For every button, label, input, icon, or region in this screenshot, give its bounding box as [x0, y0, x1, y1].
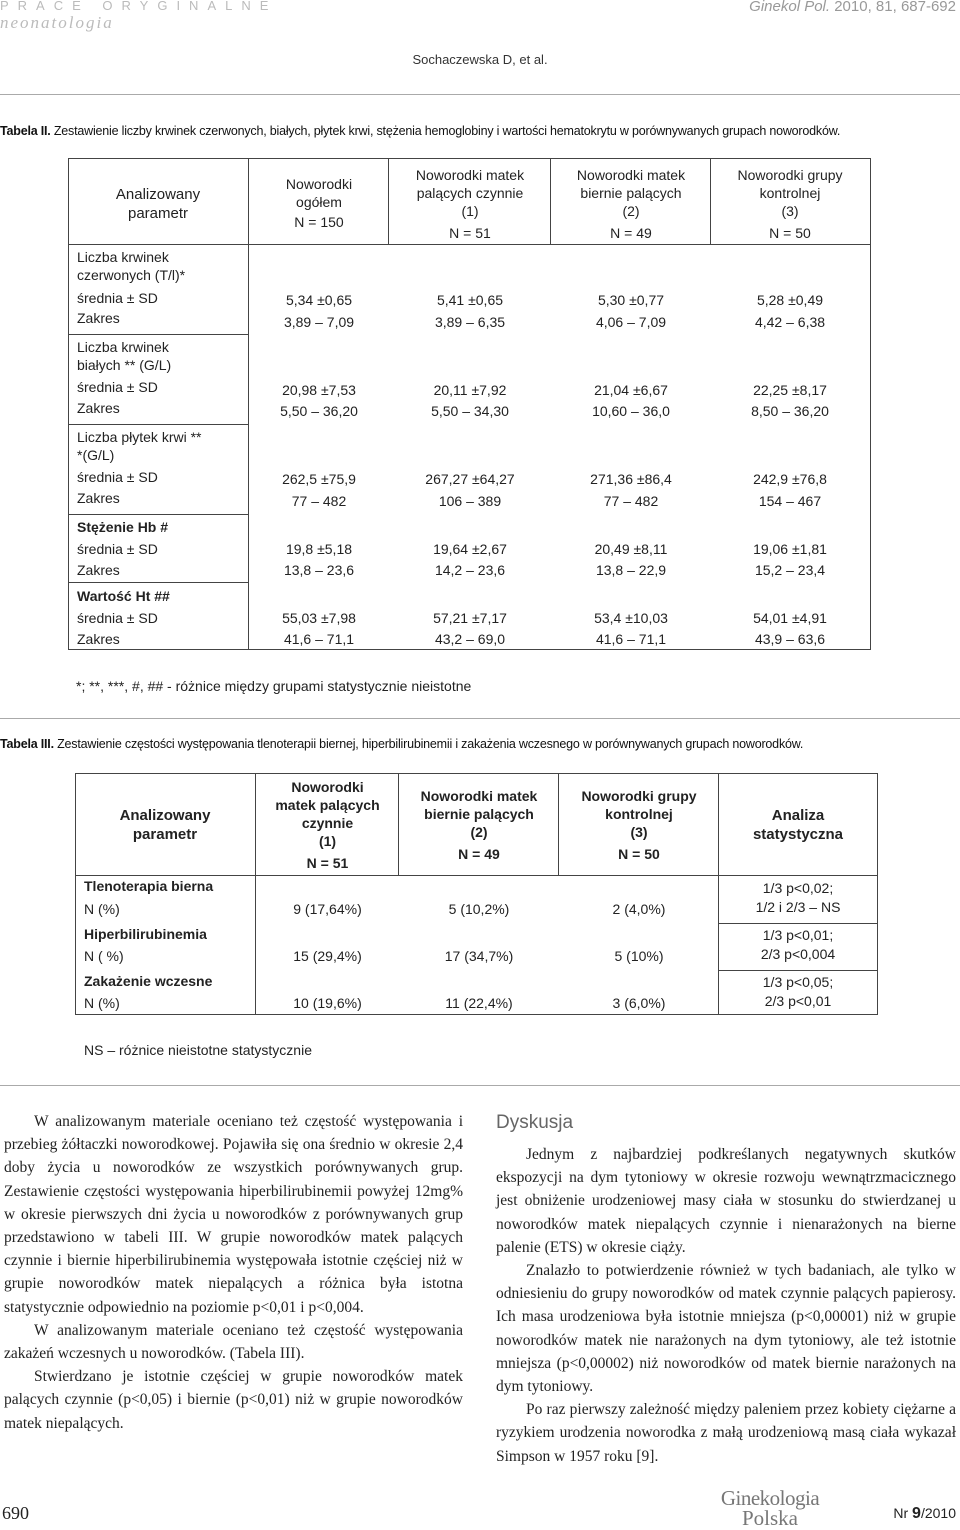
header-line: czynnie [301, 815, 354, 831]
header-line: (3) [781, 203, 799, 219]
table2-cell: 43,2 – 69,0 [434, 631, 506, 647]
section-rule [0, 718, 960, 719]
header-line: Noworodki [285, 176, 353, 192]
table3-cell: 5 (10,2%) [448, 901, 510, 917]
logo-line: Ginekologia [720, 1486, 820, 1510]
header-line: Noworodki matek [576, 167, 686, 183]
header-line: Noworodki grupy [581, 788, 697, 804]
table2-group-title: Wartość Ht ## [77, 588, 170, 604]
header-line: Analizowany [115, 186, 201, 203]
section-rule [0, 1085, 960, 1086]
table2-cell: 55,03 ±7,98 [282, 610, 356, 626]
running-authors: Sochaczewska D, et al. [412, 52, 548, 67]
header-line: Analizowany [119, 807, 211, 824]
table2-range-label: Zakres [77, 631, 120, 647]
table2-cell: 4,06 – 7,09 [595, 314, 667, 330]
table2-cell: 4,42 – 6,38 [754, 314, 826, 330]
table2-col-header-total [250, 175, 388, 231]
table2-cell: 19,64 ±2,67 [433, 541, 507, 557]
paragraph: Jednym z najbardziej podkreślanych negatywnych skutków ekspozycji na dym tytoniowy w okresie rozwoju wewnątrzmacicznego jest obniżenie urodzeniowej masy ciała w stosunku do stwierdzanej u noworodków matek niepalących czynnie i nienarażonych na bierne palenie (ETS) w okresie ciąży. [496, 1146, 956, 1256]
table2-mean-label: średnia ± SD [77, 290, 158, 306]
table2-mean-label: średnia ± SD [77, 610, 158, 626]
issue-number-value: 9 [912, 1505, 921, 1522]
table3-analysis: 1/2 i 2/3 – NS [755, 899, 841, 915]
table3-analysis: 1/3 p<0,02; [762, 880, 834, 896]
table2-row-rule [68, 334, 249, 335]
header-n: N = 49 [610, 225, 652, 241]
table2-cell: 15,2 – 23,4 [754, 562, 826, 578]
table2-group-title: Liczba płytek krwi ** [77, 429, 202, 445]
table3-cell: 15 (29,4%) [293, 948, 362, 964]
journal-name: Ginekol Pol. [749, 0, 831, 15]
table2-cell: 54,01 ±4,91 [753, 610, 827, 626]
header-line: (1) [461, 203, 479, 219]
header-line: kontrolnej [605, 806, 673, 822]
table3-col-divider [558, 773, 559, 875]
table2-cell: 5,50 – 34,30 [431, 403, 509, 419]
table2-param-header [70, 185, 246, 223]
section-category: PRACE ORYGINALNE [0, 0, 278, 13]
table2-row-rule [68, 582, 249, 583]
table3-analysis: 1/3 p<0,01; [762, 927, 834, 943]
table2-group-title: *(G/L) [77, 447, 115, 463]
table3-col-header-control [560, 787, 718, 863]
table2-cell: 57,21 ±7,17 [433, 610, 507, 626]
paragraph: Stwierdzano je istotnie częściej w grupie noworodków matek palących czynnie (p<0,05) i biernie (p<0,01) niż w grupie noworodków matek niepalących. [4, 1368, 463, 1432]
table3-cell: 17 (34,7%) [444, 948, 514, 964]
header-line: parametr [132, 826, 198, 843]
left-column [4, 1110, 463, 1435]
table2-row-rule [68, 424, 249, 425]
table2-col-divider [388, 158, 389, 244]
header-line: (2) [622, 203, 640, 219]
table2-cell: 20,49 ±8,11 [594, 541, 668, 557]
table2-mean-label: średnia ± SD [77, 379, 158, 395]
issue-suffix: /2010 [920, 1505, 956, 1521]
table2-cell: 43,9 – 63,6 [754, 631, 826, 647]
table3-col-header-active [257, 778, 398, 872]
header-line: Analiza [771, 807, 825, 824]
header-n: N = 51 [449, 225, 491, 241]
table2-cell: 267,27 ±64,27 [425, 471, 515, 487]
table2-cell: 41,6 – 71,1 [283, 631, 355, 647]
table2-col-divider [710, 158, 711, 244]
table3-row-rule [718, 970, 878, 971]
table2-cell: 14,2 – 23,6 [434, 562, 506, 578]
table2-range-label: Zakres [77, 400, 120, 416]
header-line: (1) [318, 833, 337, 849]
table2-mean-label: średnia ± SD [77, 541, 158, 557]
citation-details: 2010, 81, 687-692 [834, 0, 956, 15]
table2-group-title: Liczba krwinek [77, 339, 169, 355]
table3-param-header [77, 806, 253, 844]
table3-row-title: Hiperbilirubinemia [84, 926, 207, 942]
paragraph: Po raz pierwszy zależność między paleniem przez kobiety ciężarne a ryzykiem urodzenia noworodka z małą urodzeniową masą ciała wykazał Simpson w 1957 roku [9]. [496, 1401, 956, 1465]
table2-cell: 5,34 ±0,65 [285, 292, 353, 308]
table2-footnote: *; **, ***, #, ## - różnice między grupami statystycznie nieistotne [76, 678, 472, 694]
table2-col-divider [550, 158, 551, 244]
table3-analysis: 2/3 p<0,01 [764, 993, 832, 1009]
table2-group-title: Stężenie Hb # [77, 519, 169, 535]
table3-col-header-passive [400, 787, 558, 863]
header-line: biernie palących [580, 185, 682, 201]
table3-cell: 9 (17,64%) [293, 901, 362, 917]
table2-cell: 3,89 – 6,35 [434, 314, 506, 330]
table2-cell: 21,04 ±6,67 [594, 382, 668, 398]
table3-footnote: NS – różnice nieistotne statystycznie [84, 1042, 312, 1058]
issue-prefix: Nr [893, 1505, 913, 1521]
table3-caption [0, 737, 803, 751]
table3-row-title: Tlenoterapia bierna [84, 878, 214, 894]
header-line: Noworodki grupy [737, 167, 843, 183]
table2-mean-label: średnia ± SD [77, 469, 158, 485]
table2-cell: 262,5 ±75,9 [282, 471, 356, 487]
header-n: N = 49 [458, 846, 500, 862]
table2-cell: 5,28 ±0,49 [756, 292, 824, 308]
table2-cell: 5,41 ±0,65 [436, 292, 504, 308]
table2-cell: 10,60 – 36,0 [592, 403, 670, 419]
journal-citation [749, 0, 956, 15]
table3-row-sub: N (%) [84, 995, 120, 1011]
table2-cell: 53,4 ±10,03 [594, 610, 668, 626]
table2-col-header-control [712, 166, 868, 242]
header-n: N = 50 [769, 225, 811, 241]
table3-analysis-header [720, 806, 876, 844]
table2-cell: 19,06 ±1,81 [753, 541, 827, 557]
table2-cell: 20,11 ±7,92 [433, 382, 507, 398]
table2-cell: 22,25 ±8,17 [753, 382, 827, 398]
table2-cell: 5,30 ±0,77 [597, 292, 665, 308]
header-line: matek palących [275, 797, 380, 813]
header-line: (2) [470, 824, 488, 840]
table2-cell: 242,9 ±76,8 [753, 471, 827, 487]
header-n: N = 150 [294, 214, 344, 230]
table2-range-label: Zakres [77, 310, 120, 326]
table3-caption-label: Tabela III. [0, 737, 54, 751]
table2-group-title: białych ** (G/L) [77, 357, 172, 373]
logo-line: Polska [741, 1506, 798, 1530]
table2-cell: 13,8 – 22,9 [595, 562, 667, 578]
header-n: N = 50 [618, 846, 660, 862]
table3-row-sub: N (%) [84, 901, 120, 917]
table3-col-divider [398, 773, 399, 875]
header-line: kontrolnej [759, 185, 821, 201]
paragraph: W analizowanym materiale oceniano też częstość występowania i przebieg żółtaczki noworodkowej. Pojawiła się ona średnio w okresie 2,4 doby życia u noworodków ze wszystkich porównywanych grup. Zestawienie częstości występowania hiperbilirubinemii powyżej 12mg% w okresie pierwszych dni życia u noworodków z porównywanych grup przedstawiono w tabeli III. W grupie noworodków matek palących czynnie i biernie hiperbilirubinemia występowała istotnie częściej niż w grupie noworodków matek niepalących a różnica była istotna statystycznie odpowiednio na poziomie p<0,01 i p<0,004. [4, 1113, 463, 1316]
issue-number [893, 1505, 956, 1523]
table3-analysis: 2/3 p<0,004 [760, 946, 836, 962]
page-number: 690 [2, 1503, 29, 1523]
table3-col-divider [255, 773, 256, 1014]
header-line: Noworodki [291, 779, 364, 795]
table2-cell: 3,89 – 7,09 [283, 314, 355, 330]
header-line: Noworodki matek [415, 167, 525, 183]
header-line: statystyczna [752, 826, 844, 843]
table3-cell: 10 (19,6%) [293, 995, 362, 1011]
section-subcategory: neonatologia [0, 13, 114, 32]
table3-caption-text: Zestawienie częstości występowania tlenoterapii biernej, hiperbilirubinemii i zakażenia wczesnego w porównywanych grupach noworodków. [57, 737, 804, 751]
table2-cell: 106 – 389 [438, 493, 502, 509]
table2-cell: 77 – 482 [603, 493, 659, 509]
paragraph: W analizowanym materiale oceniano też częstość występowania zakażeń wczesnych u noworodków. (Tabela III). [4, 1321, 463, 1363]
header-line: ogółem [296, 194, 342, 210]
table2-cell: 41,6 – 71,1 [595, 631, 667, 647]
table2-cell: 13,8 – 23,6 [283, 562, 355, 578]
table2-col-header-passive [552, 166, 710, 242]
section-heading: Dyskusja [496, 1112, 574, 1133]
table2-header-rule [68, 244, 871, 245]
table2-cell: 77 – 482 [291, 493, 347, 509]
table2-row-rule [68, 514, 249, 515]
table2-group-title: czerwonych (T/l)* [77, 267, 186, 283]
table2-cell: 271,36 ±86,4 [590, 471, 672, 487]
header-line: (3) [630, 824, 648, 840]
header-n: N = 51 [306, 855, 349, 871]
journal-logo [700, 1488, 840, 1528]
table3-row-sub: N ( %) [84, 948, 124, 964]
table3-cell: 2 (4,0%) [612, 901, 666, 917]
table3-col-divider [718, 773, 719, 1014]
header-line: palących czynnie [416, 185, 524, 201]
header-line: parametr [127, 205, 189, 222]
header-rule [0, 94, 960, 95]
table3-cell: 3 (6,0%) [612, 995, 666, 1011]
table3-cell: 11 (22,4%) [445, 995, 513, 1011]
table2-col-divider [248, 158, 249, 650]
paragraph: Znalazło to potwierdzenie również w tych badaniach, ale tylko w odniesieniu do grupy noworodków od matek czynnie palących papierosy. Ich masa urodzeniowa była istotnie mniejsza (p<0,00001) niż w grupie noworodków matek nie narażonych na dym tytoniowy, ale też istotnie mniejsza (p<0,00002) niż noworodków od matek biernie narażonych na dym tytoniowy. [496, 1262, 956, 1396]
table2-caption-text: Zestawienie liczby krwinek czerwonych, białych, płytek krwi, stężenia hemoglobiny i wartości hematokrytu w porównywanych grupach noworodków. [53, 124, 841, 138]
table3-analysis: 1/3 p<0,05; [762, 974, 834, 990]
header-line: biernie palących [424, 806, 534, 822]
table2-cell: 8,50 – 36,20 [751, 403, 829, 419]
header-line: Noworodki matek [420, 788, 538, 804]
table2-caption-label: Tabela II. [0, 124, 51, 138]
table2-caption [0, 124, 840, 138]
table3-header-rule [75, 875, 878, 876]
table2-cell: 5,50 – 36,20 [280, 403, 358, 419]
table2-group-title: Liczba krwinek [77, 249, 169, 265]
table2-cell: 19,8 ±5,18 [285, 541, 353, 557]
table2-cell: 154 – 467 [758, 493, 822, 509]
table3-row-rule [718, 923, 878, 924]
table2-range-label: Zakres [77, 490, 120, 506]
table2-cell: 20,98 ±7,53 [282, 382, 356, 398]
table3-cell: 5 (10%) [614, 948, 664, 964]
table2-col-header-active [390, 166, 550, 242]
table3-row-title: Zakażenie wczesne [84, 973, 213, 989]
table2-range-label: Zakres [77, 562, 120, 578]
right-column [496, 1143, 956, 1468]
